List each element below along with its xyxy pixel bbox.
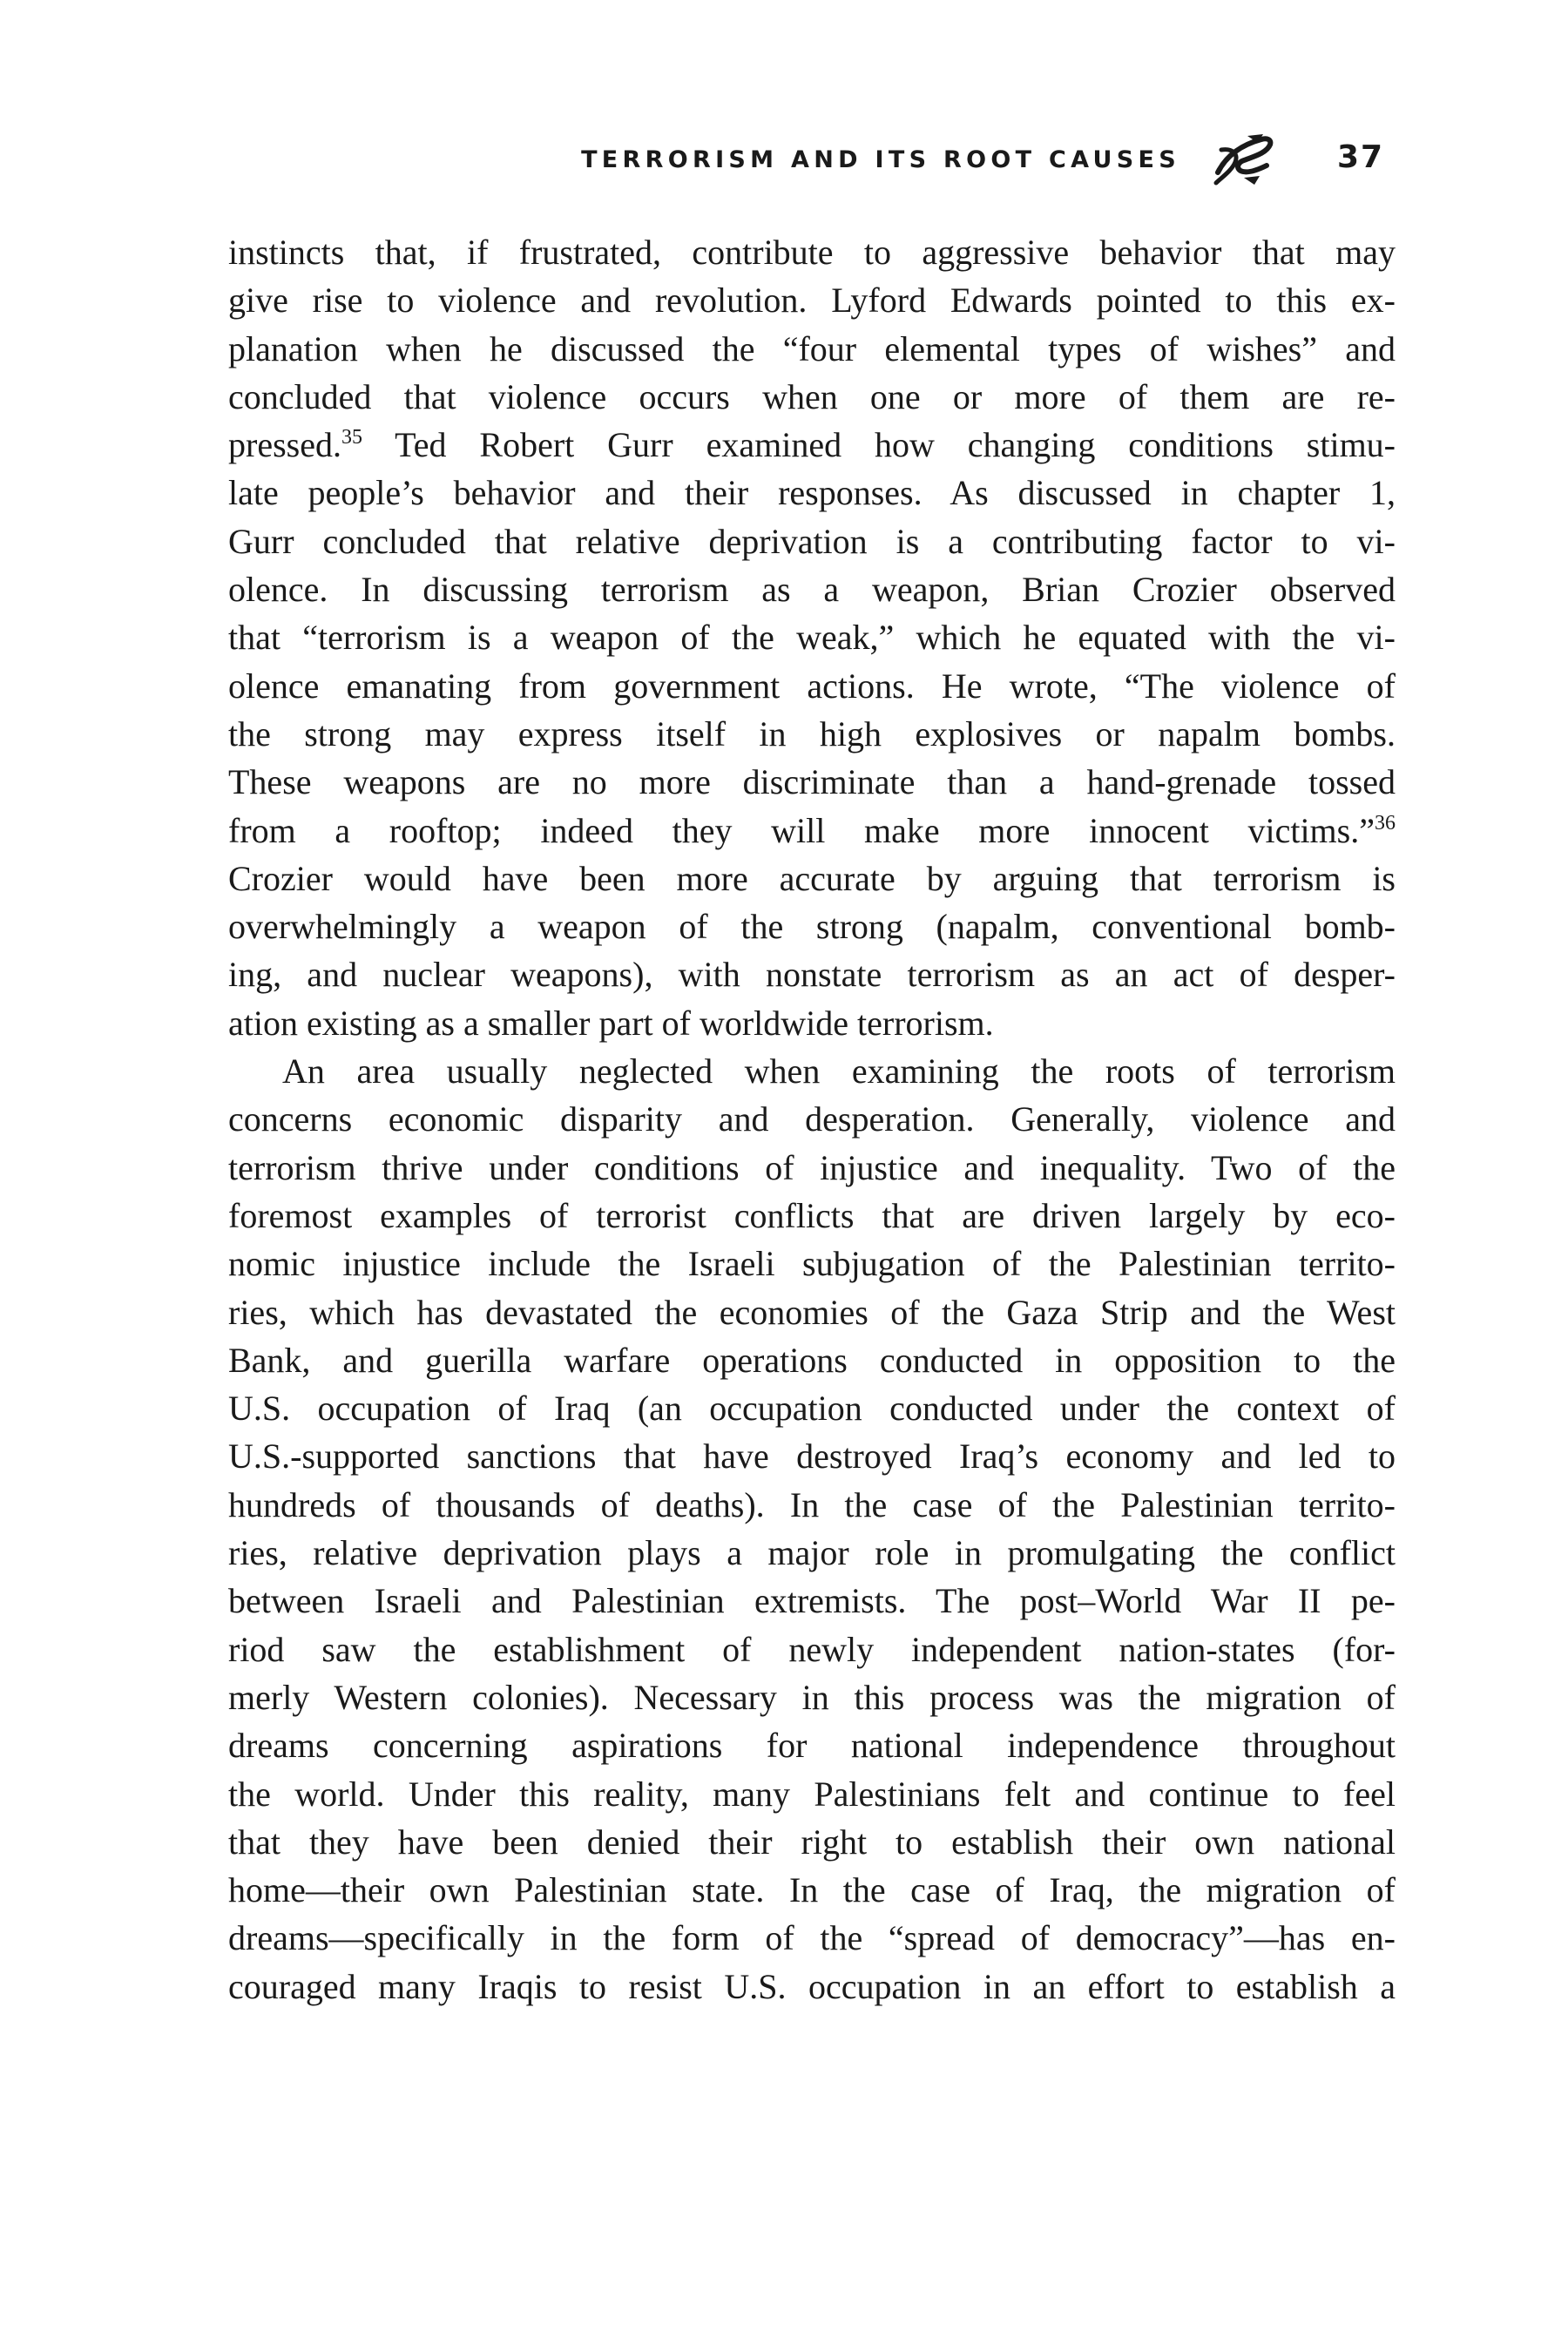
page-number: 37 [1337, 139, 1385, 175]
text-line: olence emanating from government actions. He wrote, “The violence of [228, 666, 1396, 706]
text-line: that they have been denied their right to establish their own national [228, 1821, 1396, 1862]
text-fragment: pressed. [228, 425, 341, 465]
text-fragment: from a rooftop; indeed they will make more innocent victims.” [228, 810, 1375, 850]
text-fragment: Ted Robert Gurr examined how changing conditions stimu- [395, 425, 1396, 465]
text-line: late people’s behavior and their responses. As discussed in chapter 1, [228, 473, 1396, 513]
text-line: ries, relative deprivation plays a major role in promulgating the conflict [228, 1533, 1396, 1573]
text-line: Crozier would have been more accurate by arguing that terrorism is [228, 858, 1396, 898]
text-line: ing, and nuclear weapons), with nonstate terrorism as an act of desper- [228, 955, 1396, 995]
footnote-marker-36: 36 [1375, 811, 1396, 835]
running-head [0, 131, 1568, 200]
body-text [228, 228, 1396, 2011]
text-line: overwhelmingly a weapon of the strong (napalm, conventional bomb- [228, 907, 1396, 947]
text-line: merly Western colonies). Necessary in this process was the migration of [228, 1677, 1396, 1717]
text-line: the strong may express itself in high explosives or napalm bombs. [228, 713, 1396, 754]
flourish-glyph-icon [1209, 131, 1277, 188]
text-line: home—their own Palestinian state. In the case of Iraq, the migration of [228, 1870, 1396, 1910]
text-line: instincts that, if frustrated, contribute to aggressive behavior that may [228, 233, 1396, 272]
text-line: hundreds of thousands of deaths). In the case of the Palestinian territo- [228, 1484, 1396, 1524]
text-line [228, 421, 1396, 469]
text-line: between Israeli and Palestinian extremists. The post–World War II pe- [228, 1581, 1396, 1621]
text-line: the world. Under this reality, many Palestinians felt and continue to feel [228, 1774, 1396, 1814]
text-line [228, 807, 1396, 855]
paragraph-1 [228, 228, 1396, 1047]
text-line: An area usually neglected when examining the roots of terrorism [282, 1051, 1396, 1092]
text-line: ation existing as a smaller part of worldwide terrorism. [228, 1003, 994, 1043]
text-line: riod saw the establishment of newly independent nation-states (for- [228, 1629, 1396, 1669]
text-line: Bank, and guerilla warfare operations conducted in opposition to the [228, 1340, 1396, 1380]
text-line: dreams—specifically in the form of the “spread of democracy”—has en- [228, 1918, 1396, 1958]
text-line: concluded that violence occurs when one or more of them are re- [228, 376, 1396, 416]
text-line: planation when he discussed the “four elemental types of wishes” and [228, 328, 1396, 368]
text-line: olence. In discussing terrorism as a weapon, Brian Crozier observed [228, 570, 1396, 610]
footnote-marker-35: 35 [341, 426, 362, 449]
text-line: These weapons are no more discriminate than a hand-grenade tossed [228, 762, 1396, 802]
running-title: TERRORISM AND ITS ROOT CAUSES [581, 146, 1180, 173]
text-line: U.S. occupation of Iraq (an occupation conducted under the context of [228, 1389, 1396, 1429]
text-line: dreams concerning aspirations for national independence throughout [228, 1726, 1396, 1766]
paragraph-2 [228, 1047, 1396, 2011]
text-line: foremost examples of terrorist conflicts that are driven largely by eco- [228, 1195, 1396, 1235]
text-line: ries, which has devastated the economies of the Gaza Strip and the West [228, 1292, 1396, 1332]
text-line: U.S.-supported sanctions that have destroyed Iraq’s economy and led to [228, 1436, 1396, 1477]
text-line: couraged many Iraqis to resist U.S. occupation in an effort to establish a [228, 1966, 1396, 2006]
text-line: Gurr concluded that relative deprivation is a contributing factor to vi- [228, 521, 1396, 561]
text-line: terrorism thrive under conditions of injustice and inequality. Two of the [228, 1147, 1396, 1187]
text-line: nomic injustice include the Israeli subjugation of the Palestinian territo- [228, 1244, 1396, 1284]
text-line: give rise to violence and revolution. Lyford Edwards pointed to this ex- [228, 280, 1396, 321]
text-line: that “terrorism is a weapon of the weak,” which he equated with the vi- [228, 618, 1396, 658]
text-line: concerns economic disparity and desperation. Generally, violence and [228, 1099, 1396, 1139]
